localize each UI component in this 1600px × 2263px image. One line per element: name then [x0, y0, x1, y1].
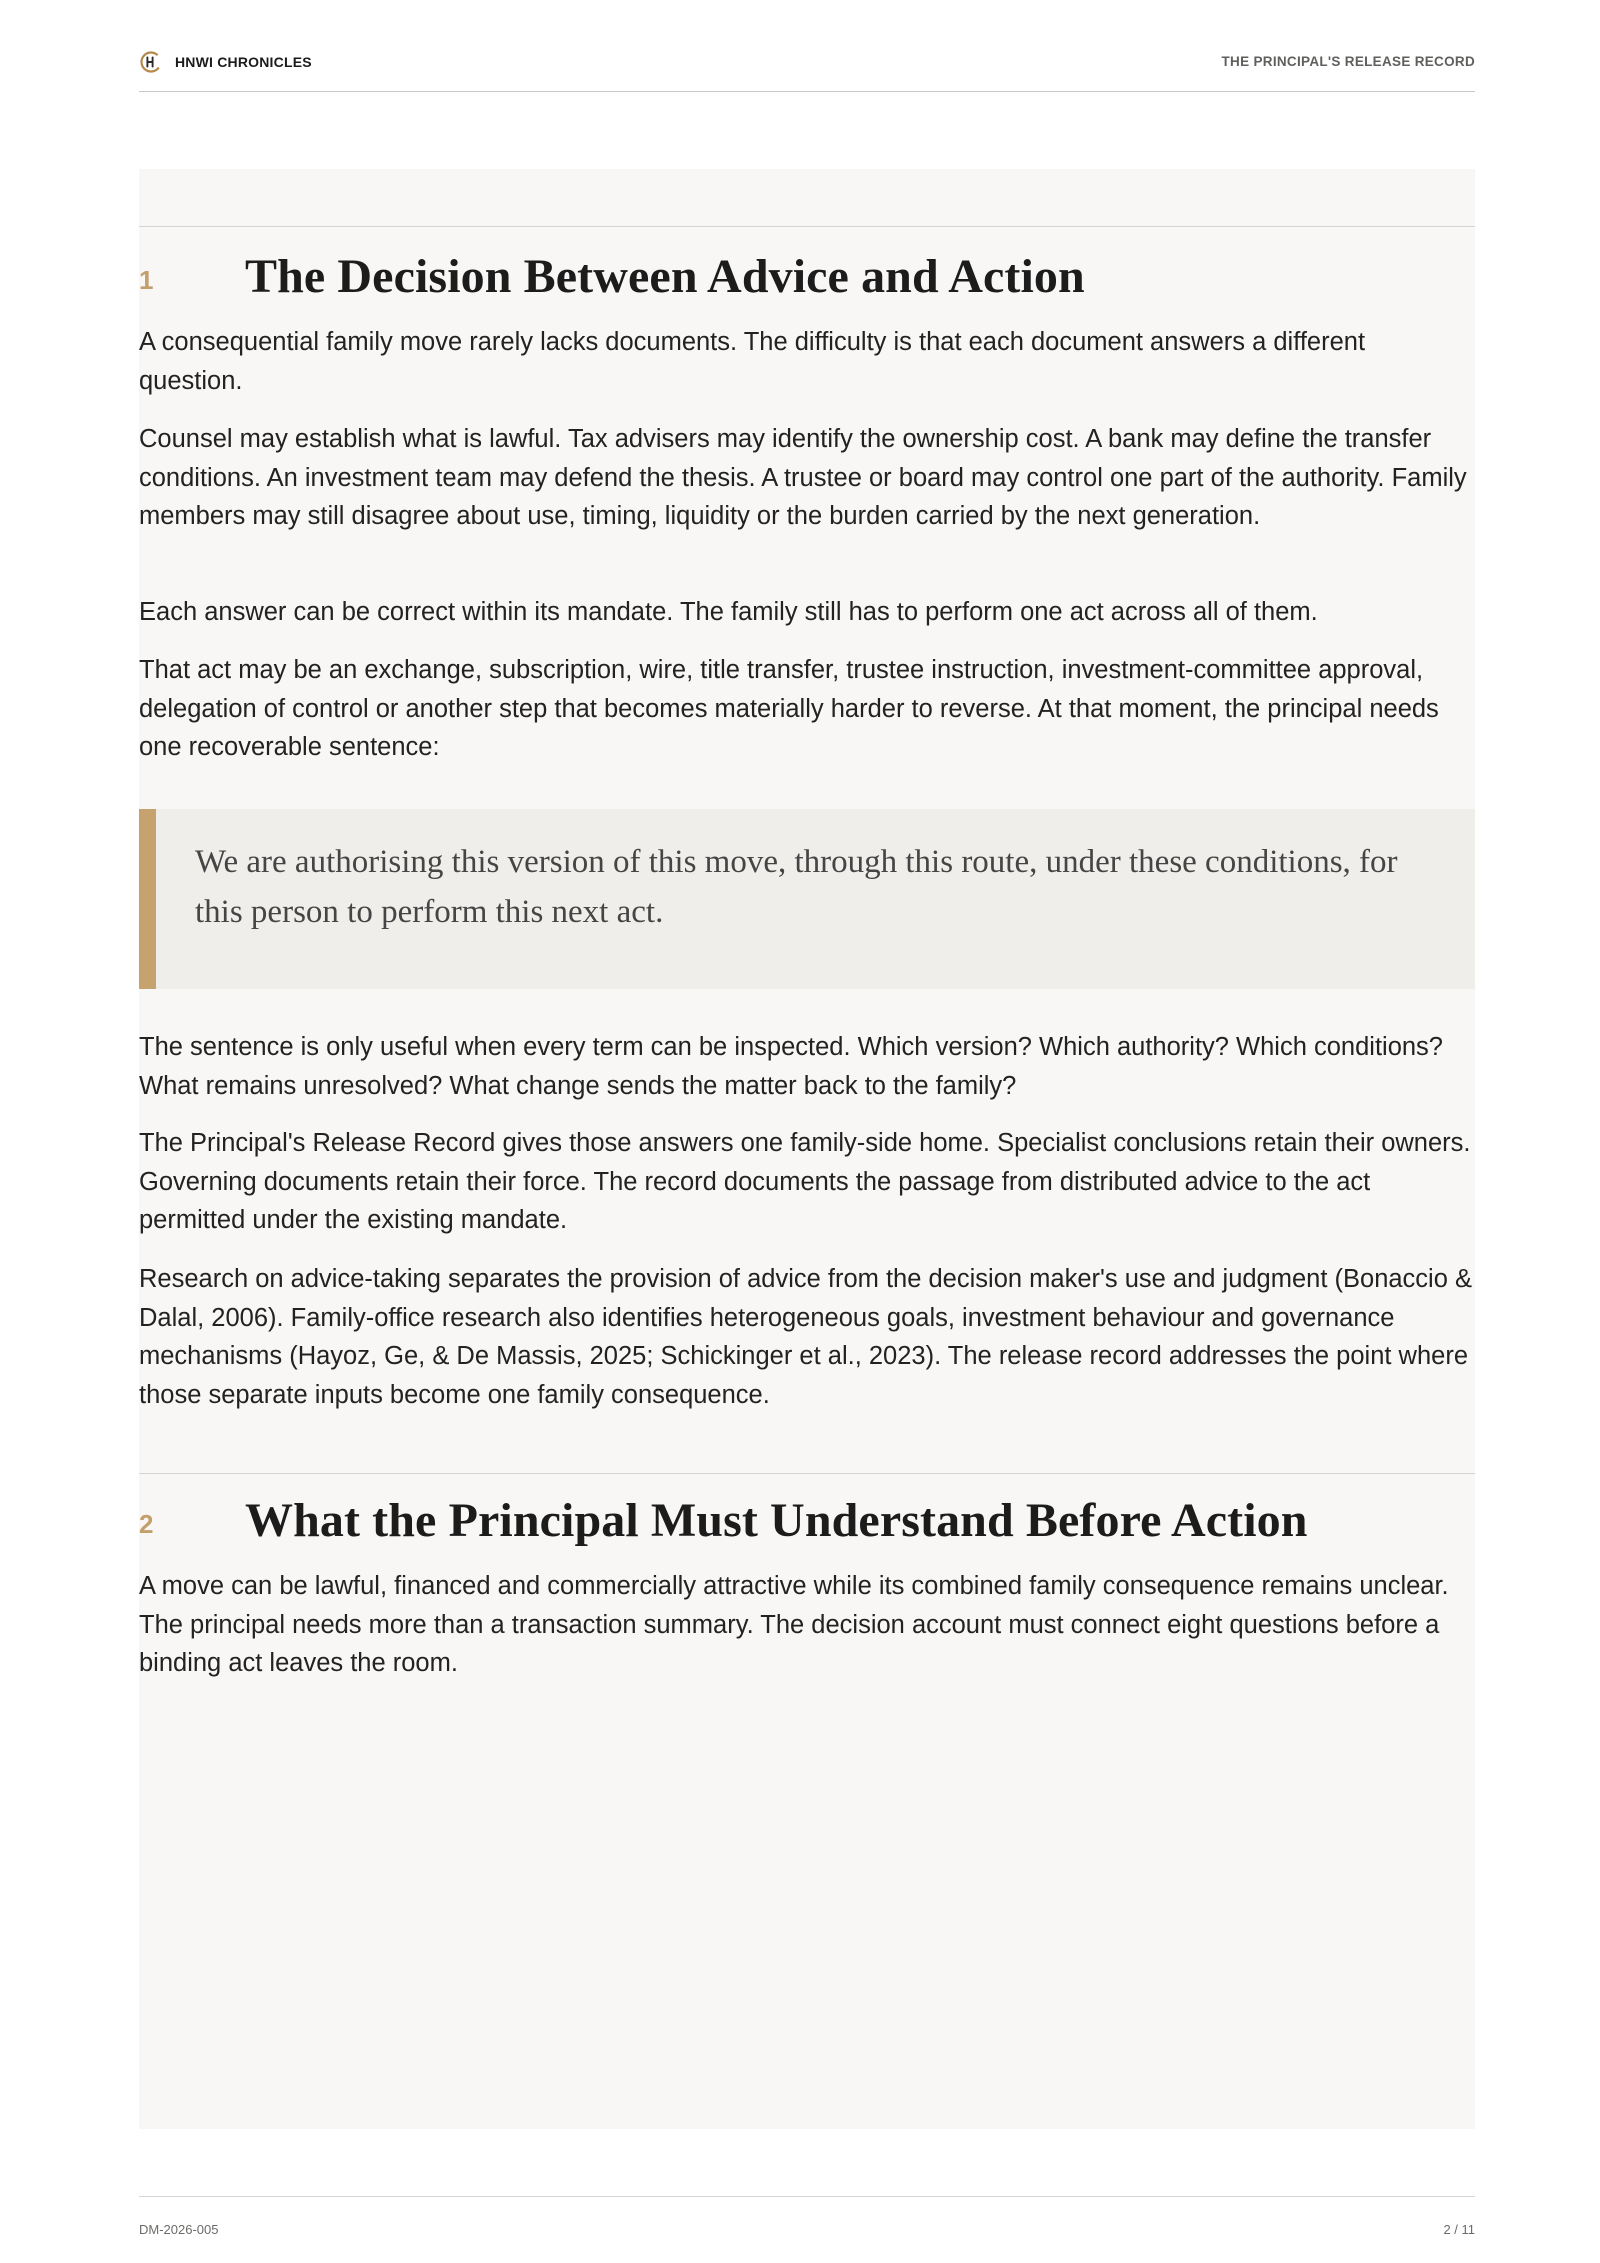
page-footer — [139, 2196, 1475, 2240]
section-number: 1 — [139, 265, 154, 295]
document-title: THE PRINCIPAL'S RELEASE RECORD — [1221, 54, 1475, 69]
body-paragraph: The sentence is only useful when every term can be inspected. Which version? Which authority? Which conditions? What remains unresolved? What change sends the matter back to the family? — [139, 1033, 1443, 1100]
section-heading — [139, 1491, 1475, 1551]
body-paragraph: That act may be an exchange, subscription, wire, title transfer, trustee instruction, investment-committee approval, delegation of control or another step that becomes materially harder to reverse. At that moment, the principal needs one recoverable sentence: — [139, 656, 1439, 761]
body-paragraph: A move can be lawful, financed and commercially attractive while its combined family consequence remains unclear. The principal needs more than a transaction summary. The decision account must connect eight questions before a binding act leaves the room. — [139, 1572, 1449, 1677]
section-divider — [139, 1473, 1475, 1474]
body-paragraph: Research on advice-taking separates the provision of advice from the decision maker's use and judgment (Bonaccio & Dalal, 2006). Family-office research also identifies heterogeneous goals, investment behaviour and governance mechanisms (Hayoz, Ge, & De Massis, 2025; Schickinger et al., 2023). The release record addresses the point where those separate inputs become one family consequence. — [139, 1265, 1472, 1409]
body-paragraph: Counsel may establish what is lawful. Tax advisers may identify the ownership cost. A bank may define the transfer conditions. An investment team may defend the thesis. A trustee or board may control one part of the authority. Family members may still disagree about use, timing, liquidity or the burden carried by the next generation. — [139, 425, 1467, 530]
page-header — [139, 48, 1475, 92]
pull-quote — [139, 809, 1475, 989]
section-title: What the Principal Must Understand Before Action — [245, 1494, 1308, 1547]
content-panel — [139, 169, 1475, 2129]
document-code: DM-2026-005 — [139, 2222, 219, 2237]
section-divider — [139, 226, 1475, 227]
quote-text: We are authorising this version of this move, through this route, under these conditions, for this person to perform this next act. — [195, 844, 1398, 930]
hc-monogram-icon — [139, 50, 163, 74]
body-paragraph: Each answer can be correct within its mandate. The family still has to perform one act across all of them. — [139, 598, 1318, 626]
quote-accent-bar — [139, 809, 156, 989]
body-paragraph: A consequential family move rarely lacks documents. The difficulty is that each document answers a different question. — [139, 328, 1366, 395]
section-heading — [139, 247, 1475, 307]
body-paragraph: The Principal's Release Record gives those answers one family-side home. Specialist conclusions retain their owners. Governing documents retain their force. The record documents the passage from distributed advice to the act permitted under the existing mandate. — [139, 1129, 1471, 1234]
page-number: 2 / 11 — [1443, 2222, 1475, 2237]
section-number: 2 — [139, 1509, 154, 1539]
section-title: The Decision Between Advice and Action — [245, 250, 1085, 303]
brand — [139, 50, 312, 74]
brand-name: HNWI CHRONICLES — [175, 54, 312, 70]
